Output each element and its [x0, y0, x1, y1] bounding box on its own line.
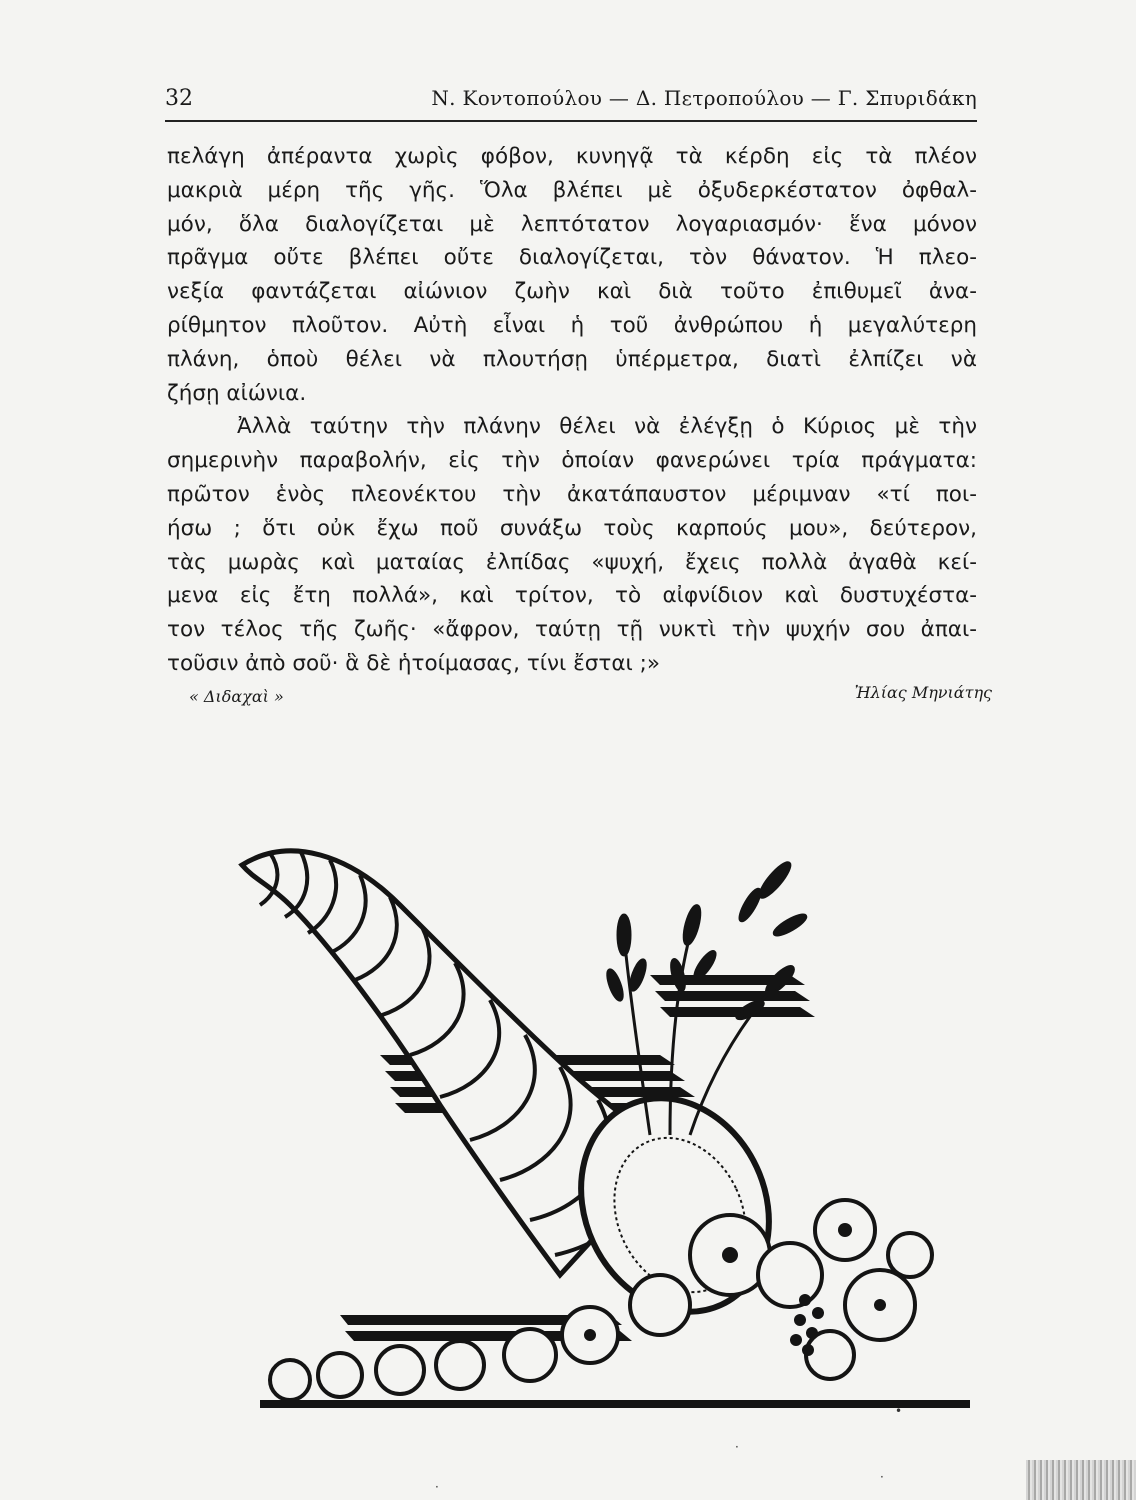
text-line: μόν, ὅλα διαλογίζεται μὲ λεπτότατον λογαριασμόν· ἕνα μόνον: [167, 211, 977, 237]
running-header: [165, 86, 977, 122]
source-title: « Διδαχαὶ »: [189, 686, 284, 706]
text-line: πρῶτον ἑνὸς πλεονέκτου τὴν ἀκατάπαυστον μέριμναν «τί ποι-: [167, 481, 977, 507]
text-line: πελάγη ἀπέραντα χωρὶς φόβον, κυνηγᾷ τὰ κέρδη εἰς τὰ πλέον: [167, 144, 977, 169]
quote-author: Ἠλίας Μηνιάτης: [854, 682, 992, 702]
attribution: [167, 681, 992, 711]
header-authors: Ν. Κοντοπούλου — Δ. Πετροπούλου — Γ. Σπυριδάκη: [431, 86, 977, 110]
binding-edge: [1026, 1460, 1136, 1500]
text-line: νεξία φαντάζεται αἰώνιον ζωὴν καὶ διὰ τοῦτο ἐπιθυμεῖ ἀνα-: [167, 279, 977, 305]
text-line: μενα εἰς ἔτη πολλά», καὶ τρίτον, τὸ αἰφνίδιον καὶ δυστυχέστα-: [167, 583, 977, 609]
speck-mark: ·: [735, 1440, 739, 1454]
text-line: πλάνη, ὁποὺ θέλει νὰ πλουτήσῃ ὑπέρμετρα, διατὶ ἐλπίζει νὰ: [167, 346, 977, 372]
text-line: τον τέλος τῆς ζωῆς· «ἄφρον, ταύτῃ τῇ νυκτὶ τὴν ψυχήν σου ἀπαι-: [167, 617, 977, 643]
page-number: 32: [165, 86, 193, 111]
text-line: ήσω ; ὅτι οὐκ ἔχω ποῦ συνάξω τοὺς καρπούς μου», δεύτερον,: [167, 515, 977, 541]
cornucopia-illustration: [230, 835, 990, 1445]
text-line: ζήσῃ αἰώνια.: [167, 380, 307, 406]
text-line: μακριὰ μέρη τῆς γῆς. Ὅλα βλέπει μὲ ὀξυδερκέστατον ὀφθαλ-: [167, 177, 977, 203]
text-line: πρᾶγμα οὔτε βλέπει οὔτε διαλογίζεται, τὸν θάνατον. Ἡ πλεο-: [167, 245, 977, 271]
speck-mark: ·: [880, 1470, 884, 1484]
text-line: ρίθμητον πλοῦτον. Αὐτὴ εἶναι ἡ τοῦ ἀνθρώπου ἡ μεγαλύτερη: [167, 312, 977, 338]
speck-mark: •: [895, 1404, 903, 1418]
speck-mark: ·: [435, 1480, 439, 1494]
text-line: Ἀλλὰ ταύτην τὴν πλάνην θέλει νὰ ἐλέγξῃ ὁ Κύριος μὲ τὴν: [237, 414, 977, 440]
text-line: τοῦσιν ἀπὸ σοῦ· ἃ δὲ ἡτοίμασας, τίνι ἔσται ;»: [167, 650, 661, 676]
text-line: σημερινὴν παραβολήν, εἰς τὴν ὁποίαν φανερώνει τρία πράγματα:: [167, 448, 977, 474]
text-line: τὰς μωρὰς καὶ ματαίας ἐλπίδας «ψυχή, ἔχεις πολλὰ ἀγαθὰ κεί-: [167, 549, 977, 575]
cornucopia-drawing: [230, 835, 990, 1445]
body-text: [167, 140, 992, 711]
